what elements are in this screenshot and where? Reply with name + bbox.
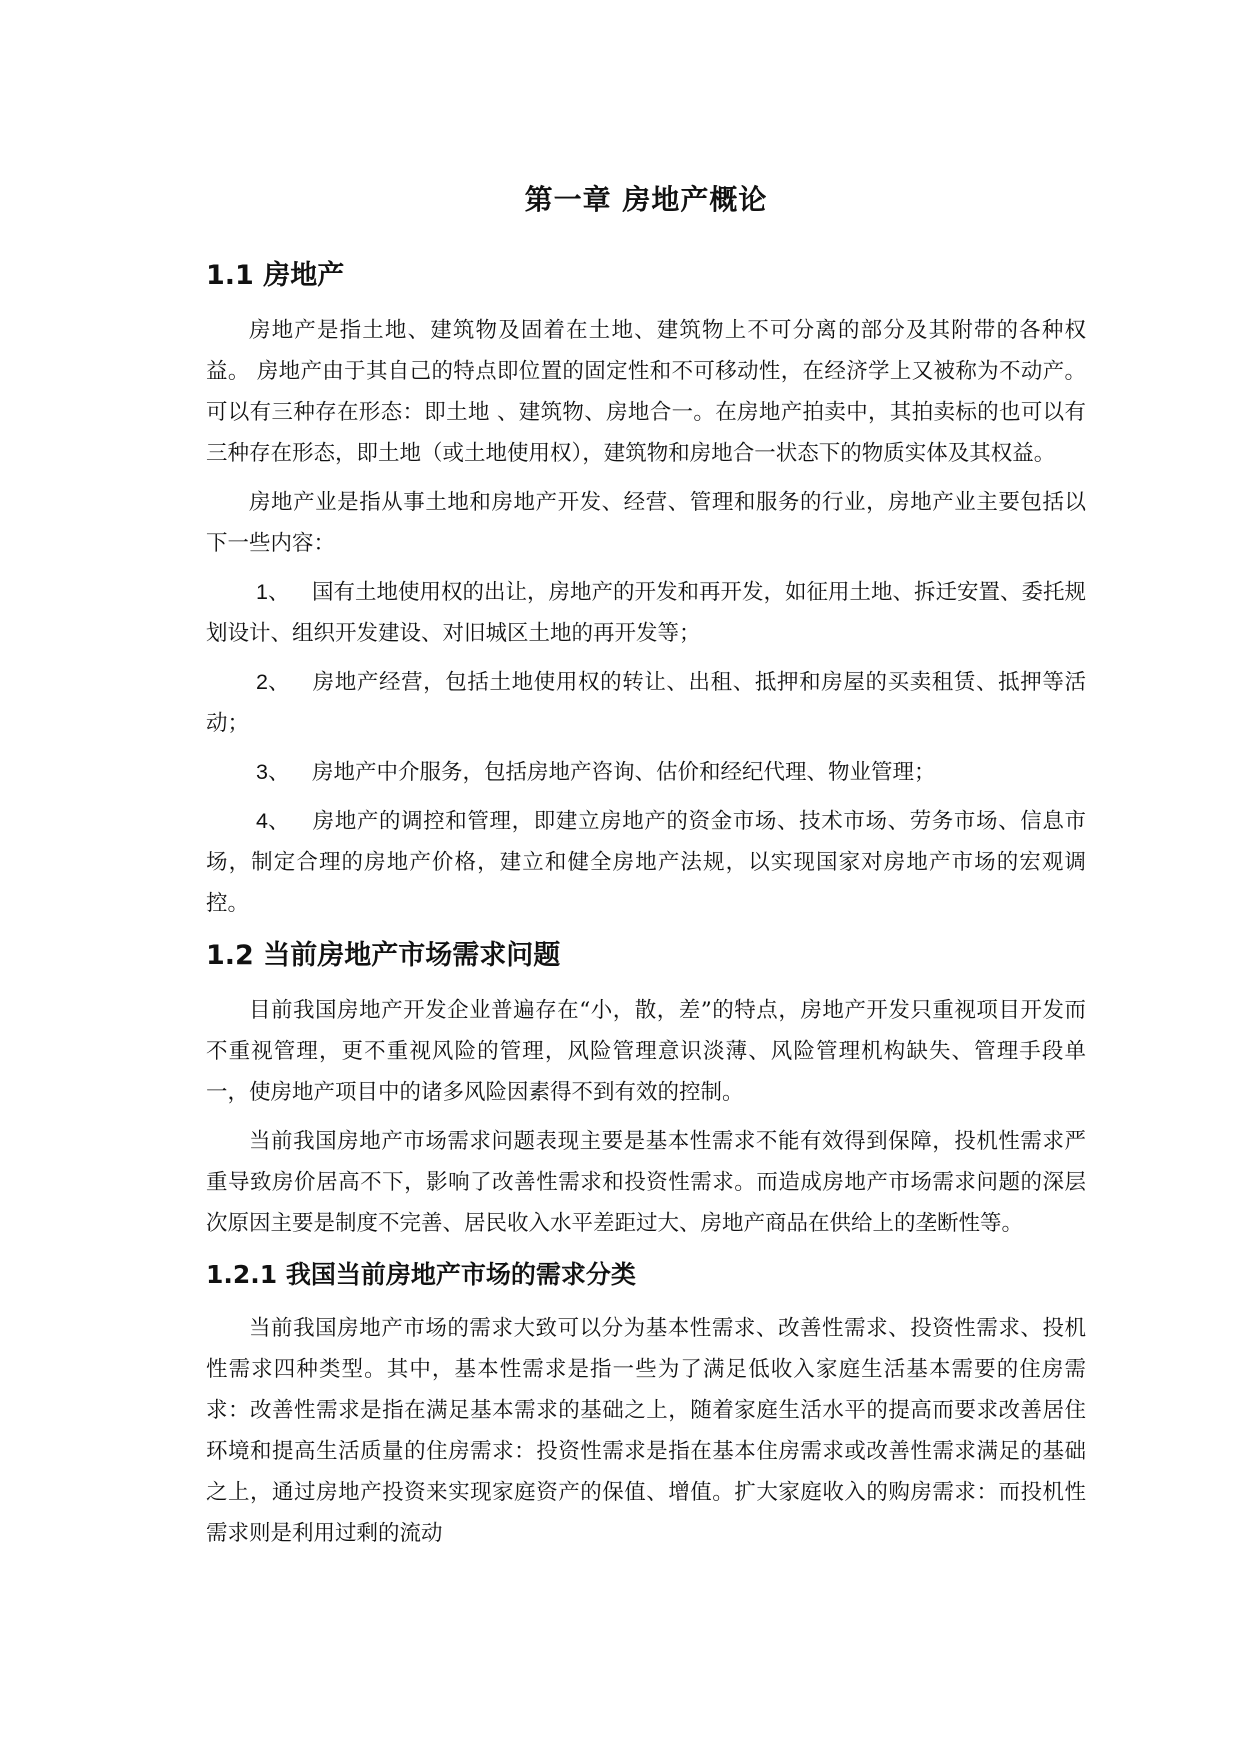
list-text: 房地产经营，包括土地使用权的转让、出租、抵押和房屋的买卖租赁、抵押等活动； <box>206 670 1086 736</box>
section-heading-1-2: 1.2 当前房地产市场需求问题 <box>206 940 561 971</box>
list-text: 房地产的调控和管理，即建立房地产的资金市场、技术市场、劳务市场、信息市场，制定合理的房地产价格，建立和健全房地产法规，以实现国家对房地产市场的宏观调控。 <box>206 809 1086 916</box>
list-item <box>206 801 1086 924</box>
paragraph: 当前我国房地产市场的需求大致可以分为基本性需求、改善性需求、投资性需求、投机性需求四种类型。其中，基本性需求是指一些为了满足低收入家庭生活基本需要的住房需求：改善性需求是指在满足基本需求的基础之上，随着家庭生活水平的提高而要求改善居住环境和提高生活质量的住房需求：投资性需求是指在基本住房需求或改善性需求满足的基础之上，通过房地产投资来实现家庭资产的保值、增值。扩大家庭收入的购房需求：而投机性需求则是利用过剩的流动 <box>206 1316 1086 1546</box>
paragraph: 目前我国房地产开发企业普遍存在“小，散，差”的特点，房地产开发只重视项目开发而不重视管理，更不重视风险的管理，风险管理意识淡薄、风险管理机构缺失、管理手段单一，使房地产项目中的诸多风险因素得不到有效的控制。 <box>206 998 1086 1105</box>
document-page <box>206 160 1086 1562</box>
list-item <box>206 662 1086 744</box>
section-heading-1-2-1: 1.2.1 我国当前房地产市场的需求分类 <box>206 1260 636 1289</box>
list-number: 3、 <box>256 760 290 784</box>
list-number: 2、 <box>256 670 290 694</box>
list-number: 1、 <box>256 580 290 604</box>
list-text: 国有土地使用权的出让，房地产的开发和再开发，如征用土地、拆迁安置、委托规划设计、组织开发建设、对旧城区土地的再开发等； <box>206 580 1087 646</box>
list-item <box>206 572 1086 654</box>
paragraph: 房地产是指土地、建筑物及固着在土地、建筑物上不可分离的部分及其附带的各种权益。 房地产由于其自己的特点即位置的固定性和不可移动性，在经济学上又被称为不动产。可以有三种存在形态：即土地 、建筑物、房地合一。在房地产拍卖中，其拍卖标的也可以有三种存在形态，即土地（或土地使用权），建筑物和房地合一状态下的物质实体及其权益。 <box>206 318 1086 466</box>
section-heading-1-1: 1.1 房地产 <box>206 260 345 291</box>
list-number: 4、 <box>256 809 290 833</box>
paragraph: 当前我国房地产市场需求问题表现主要是基本性需求不能有效得到保障，投机性需求严重导致房价居高不下，影响了改善性需求和投资性需求。而造成房地产市场需求问题的深层次原因主要是制度不完善、居民收入水平差距过大、房地产商品在供给上的垄断性等。 <box>206 1129 1086 1236</box>
list-text: 房地产中介服务，包括房地产咨询、估价和经纪代理、物业管理； <box>312 760 936 785</box>
paragraph: 房地产业是指从事土地和房地产开发、经营、管理和服务的行业，房地产业主要包括以下一些内容： <box>206 490 1086 556</box>
list-item <box>206 752 1086 793</box>
chapter-title: 第一章 房地产概论 <box>524 183 768 216</box>
